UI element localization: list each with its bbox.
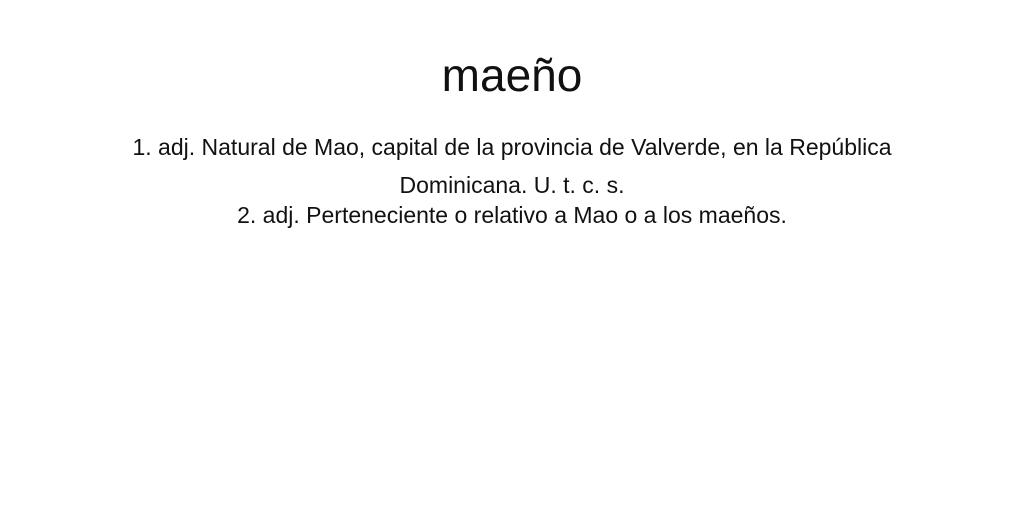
- definition-2: 2. adj. Perteneciente o relativo a Mao o a los maeños.: [237, 202, 787, 228]
- definition-list: [80, 128, 944, 229]
- definition-1: 1. adj. Natural de Mao, capital de la provincia de Valverde, en la República Dominicana. U. t. c. s.: [132, 134, 892, 198]
- headword-title: maeño: [441, 49, 583, 101]
